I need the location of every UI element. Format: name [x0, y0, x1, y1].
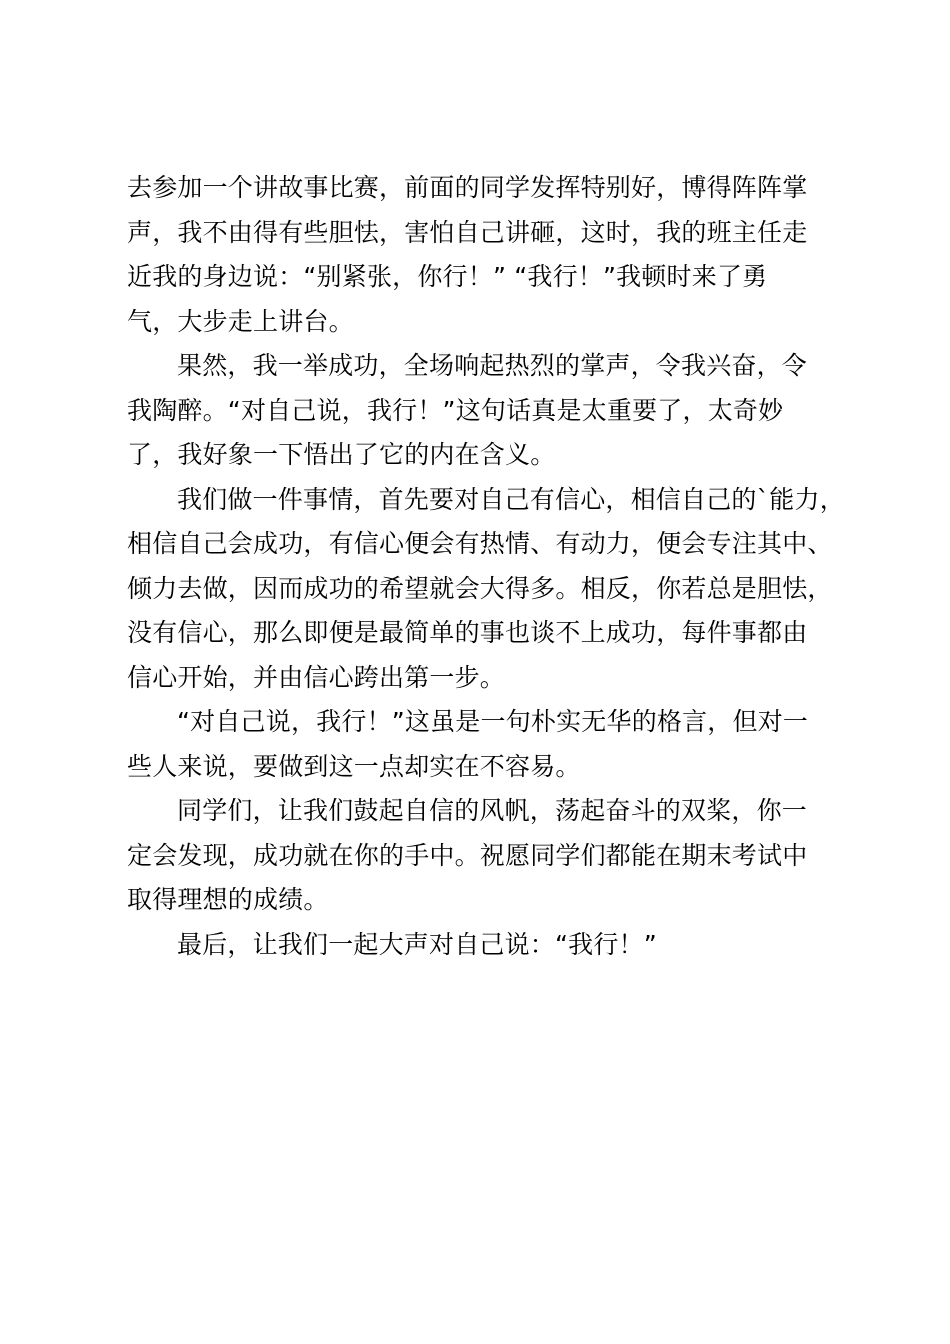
paragraph-first-line: 果然，我一举成功，全场响起热烈的掌声，令我兴奋，令: [177, 351, 808, 380]
text-line: 相信自己会成功，有信心便会有热情、有动力，便会专注其中、: [127, 529, 833, 558]
document-body: [127, 166, 862, 967]
paragraph-first-line: 最后，让我们一起大声对自己说：“我行！”: [177, 929, 657, 959]
text-line: 些人来说，要做到这一点却实在不容易。: [127, 751, 581, 781]
paragraph-first-line: 我们做一件事情，首先要对自己有信心，相信自己的`能力，: [177, 484, 845, 514]
text-line: 近我的身边说：“别紧张，你行！” “我行！”我顿时来了勇: [127, 262, 768, 291]
paragraph-first-line: 同学们，让我们鼓起自信的风帆，荡起奋斗的双桨，你一: [177, 796, 808, 825]
text-line: 信心开始，并由信心跨出第一步。: [127, 662, 506, 692]
text-line: 倾力去做，因而成功的希望就会大得多。相反，你若总是胆怯，: [127, 573, 833, 603]
text-line: 气，大步走上讲台。: [127, 306, 354, 336]
text-line: 了，我好象一下悟出了它的内在含义。: [127, 440, 556, 469]
text-line: 去参加一个讲故事比赛，前面的同学发挥特别好，博得阵阵掌: [127, 173, 808, 202]
text-line: 定会发现，成功就在你的手中。祝愿同学们都能在期末考试中: [127, 840, 808, 870]
text-line: 取得理想的成绩。: [127, 885, 329, 914]
text-line: 我陶醉。“对自己说，我行！”这句话真是太重要了，太奇妙: [127, 395, 784, 425]
paragraph-first-line: “对自己说，我行！”这虽是一句朴实无华的格言，但对一: [177, 707, 809, 736]
text-line: 声，我不由得有些胆怯，害怕自己讲砸，这时，我的班主任走: [127, 217, 808, 247]
text-line: 没有信心，那么即便是最简单的事也谈不上成功，每件事都由: [127, 618, 808, 647]
